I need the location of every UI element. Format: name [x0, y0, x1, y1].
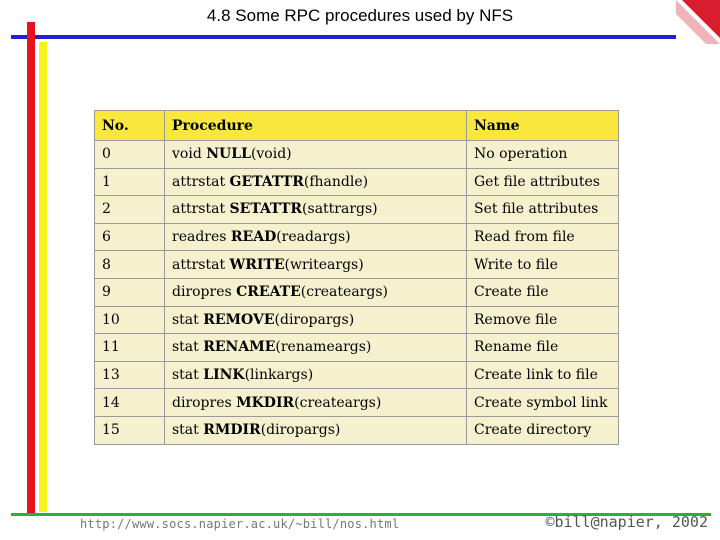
rpc-procedures-table [94, 110, 619, 445]
cell-name: Rename file [467, 334, 619, 362]
cell-no: 6 [95, 223, 165, 251]
header-no: No. [95, 111, 165, 141]
cell-procedure [165, 306, 467, 334]
table-row [95, 251, 619, 279]
cell-name: Set file attributes [467, 196, 619, 224]
cell-no: 15 [95, 416, 165, 444]
cell-procedure [165, 361, 467, 389]
cell-no: 13 [95, 361, 165, 389]
slide-title: 4.8 Some RPC procedures used by NFS [206, 6, 514, 25]
procedure-name: SETATTR [229, 201, 303, 218]
cell-name: Get file attributes [467, 168, 619, 196]
cell-procedure [165, 278, 467, 306]
procedure-name: NULL [206, 146, 251, 163]
procedure-name: RENAME [203, 339, 276, 356]
procedure-args: (readargs) [276, 229, 351, 246]
table-row [95, 278, 619, 306]
header-name: Name [467, 111, 619, 141]
procedure-args: (diropargs) [260, 422, 341, 439]
cell-name: Create link to file [467, 361, 619, 389]
procedure-args: (linkargs) [244, 367, 314, 384]
cell-name: Create symbol link [467, 389, 619, 417]
cell-no: 8 [95, 251, 165, 279]
footer-url: http://www.socs.napier.ac.uk/~bill/nos.html [80, 517, 400, 531]
cell-name: Read from file [467, 223, 619, 251]
header-procedure: Procedure [165, 111, 467, 141]
cell-no: 2 [95, 196, 165, 224]
return-type: stat [172, 311, 204, 328]
cell-no: 11 [95, 334, 165, 362]
cell-name: Create directory [467, 416, 619, 444]
return-type: attrstat [172, 173, 230, 190]
procedure-args: (writeargs) [284, 256, 364, 273]
return-type: attrstat [172, 256, 230, 273]
cell-name: No operation [467, 141, 619, 169]
table-row [95, 416, 619, 444]
return-type: stat [172, 422, 204, 439]
return-type: void [172, 146, 207, 163]
procedure-args: (fhandle) [303, 173, 369, 190]
cell-name: Create file [467, 278, 619, 306]
procedure-args: (createargs) [300, 284, 388, 301]
return-type: diropres [172, 394, 237, 411]
cell-procedure [165, 416, 467, 444]
table-header-row [95, 111, 619, 141]
cell-procedure [165, 334, 467, 362]
return-type: stat [172, 339, 204, 356]
return-type: readres [172, 229, 231, 246]
table-row [95, 223, 619, 251]
cell-procedure [165, 168, 467, 196]
procedure-name: READ [230, 229, 277, 246]
cell-no: 10 [95, 306, 165, 334]
cell-no: 1 [95, 168, 165, 196]
left-yellow-bar [39, 42, 47, 512]
procedure-args: (createargs) [294, 394, 382, 411]
procedure-name: REMOVE [203, 311, 275, 328]
cell-no: 0 [95, 141, 165, 169]
return-type: stat [172, 367, 204, 384]
footer-copyright: ©bill@napier, 2002 [545, 513, 708, 531]
cell-name: Remove file [467, 306, 619, 334]
table-row [95, 196, 619, 224]
cell-procedure [165, 389, 467, 417]
cell-procedure [165, 251, 467, 279]
table-row [95, 141, 619, 169]
top-blue-rule [11, 35, 711, 39]
table-body [95, 141, 619, 445]
procedure-name: MKDIR [236, 394, 295, 411]
table-row [95, 168, 619, 196]
procedure-args: (sattrargs) [302, 201, 378, 218]
cell-procedure [165, 196, 467, 224]
cell-procedure [165, 223, 467, 251]
procedure-args: (renameargs) [275, 339, 372, 356]
procedure-name: GETATTR [229, 173, 304, 190]
left-red-bar [27, 22, 35, 514]
table-row [95, 306, 619, 334]
cell-name: Write to file [467, 251, 619, 279]
table-row [95, 334, 619, 362]
procedure-args: (void) [250, 146, 292, 163]
procedure-name: CREATE [236, 284, 301, 301]
cell-no: 9 [95, 278, 165, 306]
procedure-name: RMDIR [203, 422, 261, 439]
cell-procedure [165, 141, 467, 169]
procedure-name: WRITE [229, 256, 285, 273]
return-type: attrstat [172, 201, 230, 218]
table-row [95, 361, 619, 389]
return-type: diropres [172, 284, 237, 301]
table-row [95, 389, 619, 417]
cell-no: 14 [95, 389, 165, 417]
procedure-name: LINK [203, 367, 245, 384]
procedure-args: (diropargs) [274, 311, 355, 328]
page-corner-icon [676, 0, 720, 44]
